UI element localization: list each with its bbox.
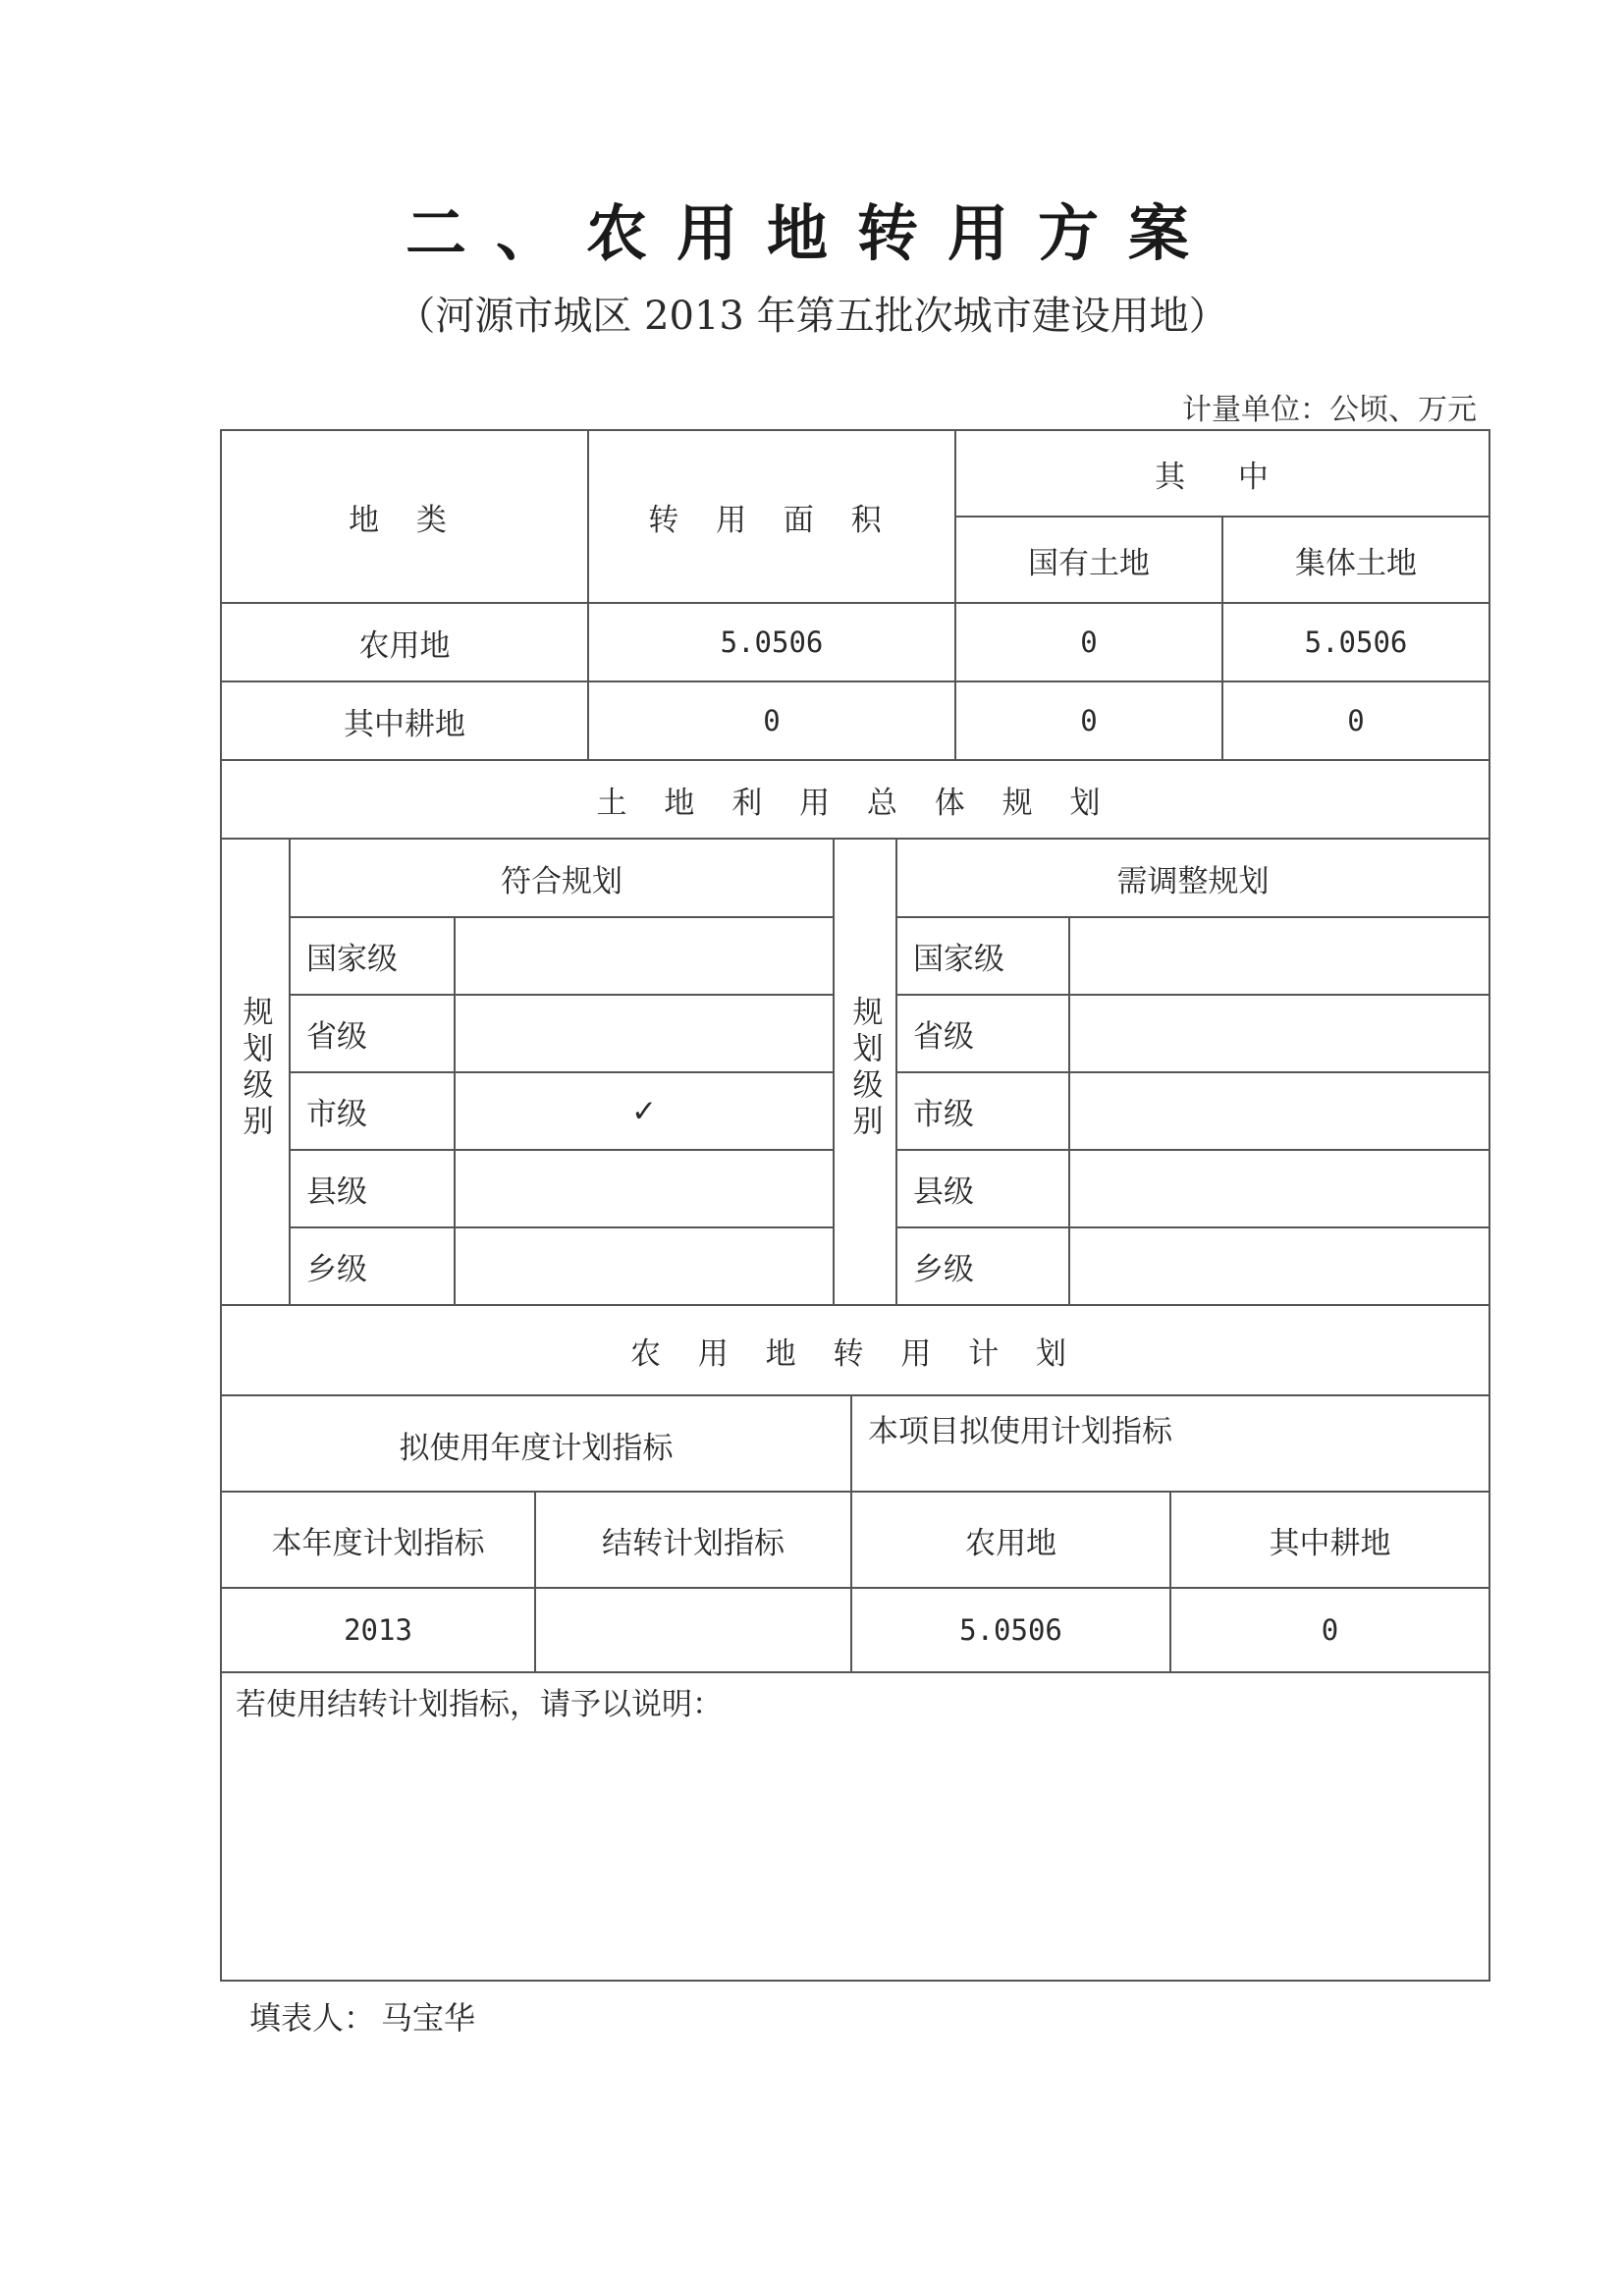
header-arable-land: 其中耕地 bbox=[1170, 1492, 1489, 1588]
project-indicator-header: 本项目拟使用计划指标 bbox=[851, 1395, 1489, 1492]
level-provincial: 省级 bbox=[290, 995, 455, 1072]
header-land-type: 地 类 bbox=[221, 430, 588, 603]
header-this-year-indicator: 本年度计划指标 bbox=[221, 1492, 535, 1588]
page-title: 二、农用地转用方案 bbox=[405, 197, 1218, 269]
farmland-value: 5.0506 bbox=[851, 1588, 1170, 1672]
adjust-mark bbox=[1069, 1150, 1489, 1227]
filler-label: 填表人： bbox=[249, 1999, 376, 2037]
area-value: 5.0506 bbox=[588, 603, 955, 681]
adjust-mark bbox=[1069, 1227, 1489, 1305]
section-title-land-use-plan: 土 地 利 用 总 体 规 划 bbox=[221, 760, 1489, 839]
conform-mark bbox=[455, 917, 834, 995]
adjust-plan-header: 需调整规划 bbox=[896, 839, 1489, 917]
conform-mark bbox=[455, 995, 834, 1072]
this-year-value: 2013 bbox=[221, 1588, 535, 1672]
planning-level-label-left: 规划级别 bbox=[221, 839, 290, 1305]
planning-level-table bbox=[220, 838, 1490, 1306]
collective-value: 5.0506 bbox=[1222, 603, 1489, 681]
annual-indicator-header: 拟使用年度计划指标 bbox=[221, 1395, 851, 1492]
level-county: 县级 bbox=[290, 1150, 455, 1227]
row-label: 农用地 bbox=[221, 603, 588, 681]
state-owned-value: 0 bbox=[955, 681, 1222, 760]
measurement-unit: 计量单位：公顷、万元 bbox=[1182, 393, 1477, 427]
arable-value: 0 bbox=[1170, 1588, 1489, 1672]
header-farmland: 农用地 bbox=[851, 1492, 1170, 1588]
header-collective-land: 集体土地 bbox=[1222, 517, 1489, 603]
table-row bbox=[221, 603, 1489, 681]
conform-mark bbox=[455, 1150, 834, 1227]
level-municipal: 市级 bbox=[896, 1072, 1069, 1150]
table-row bbox=[221, 1588, 1489, 1672]
level-municipal: 市级 bbox=[290, 1072, 455, 1150]
collective-value: 0 bbox=[1222, 681, 1489, 760]
conform-plan-header: 符合规划 bbox=[290, 839, 834, 917]
header-converted-area: 转 用 面 积 bbox=[588, 430, 955, 603]
conversion-form bbox=[220, 429, 1489, 1982]
conversion-area-table bbox=[220, 429, 1490, 840]
conversion-plan-table bbox=[220, 1304, 1490, 1982]
state-owned-value: 0 bbox=[955, 603, 1222, 681]
header-state-owned-land: 国有土地 bbox=[955, 517, 1222, 603]
carry-over-value bbox=[535, 1588, 851, 1672]
area-value: 0 bbox=[588, 681, 955, 760]
adjust-mark bbox=[1069, 995, 1489, 1072]
page-subtitle: （河源市城区 2013 年第五批次城市建设用地） bbox=[396, 294, 1228, 339]
filler-name: 马宝华 bbox=[381, 1999, 476, 2037]
row-label: 其中耕地 bbox=[221, 681, 588, 760]
header-of-which: 其 中 bbox=[955, 430, 1489, 517]
planning-level-label-right: 规划级别 bbox=[834, 839, 896, 1305]
adjust-mark bbox=[1069, 1072, 1489, 1150]
level-county: 县级 bbox=[896, 1150, 1069, 1227]
level-national: 国家级 bbox=[290, 917, 455, 995]
carry-over-explanation: 若使用结转计划指标，请予以说明： bbox=[221, 1672, 1489, 1981]
level-provincial: 省级 bbox=[896, 995, 1069, 1072]
table-row bbox=[221, 681, 1489, 760]
conform-mark bbox=[455, 1227, 834, 1305]
level-township: 乡级 bbox=[896, 1227, 1069, 1305]
conform-mark-checked: ✓ bbox=[455, 1072, 834, 1150]
form-filler bbox=[244, 1993, 475, 2039]
section-title-conversion-plan: 农 用 地 转 用 计 划 bbox=[221, 1305, 1489, 1395]
level-township: 乡级 bbox=[290, 1227, 455, 1305]
adjust-mark bbox=[1069, 917, 1489, 995]
level-national: 国家级 bbox=[896, 917, 1069, 995]
header-carry-over-indicator: 结转计划指标 bbox=[535, 1492, 851, 1588]
